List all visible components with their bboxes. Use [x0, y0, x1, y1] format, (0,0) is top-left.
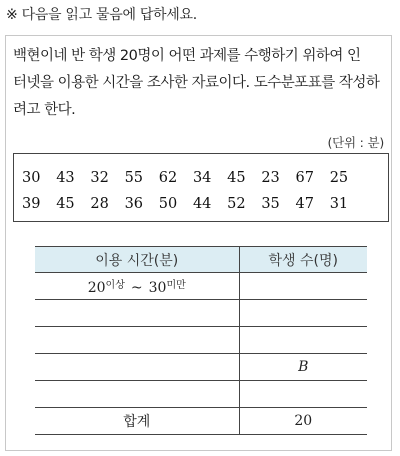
data-value: 32 — [90, 170, 109, 186]
data-value: 23 — [261, 170, 280, 186]
class-interval-20-30 — [35, 273, 239, 300]
blank-b-label: B — [298, 359, 309, 375]
table-row — [35, 381, 367, 408]
total-row — [35, 408, 367, 435]
frequency-table — [35, 246, 367, 435]
interval-tilde: ~ — [130, 280, 143, 296]
data-value: 45 — [56, 196, 75, 212]
interval-upper: 30 — [148, 280, 167, 296]
table-row — [35, 327, 367, 354]
count-cell — [239, 327, 367, 354]
data-value: 55 — [124, 170, 144, 186]
interval-cell — [35, 327, 239, 354]
data-value: 44 — [192, 196, 212, 212]
data-value: 25 — [329, 170, 349, 186]
data-value: 62 — [158, 170, 178, 186]
table-row — [35, 300, 367, 327]
data-value: 28 — [90, 196, 109, 212]
interval-cell — [35, 354, 239, 381]
data-value: 50 — [158, 196, 178, 212]
unit-label: (단위 : 분) — [327, 135, 384, 150]
data-value: 35 — [261, 196, 280, 212]
count-cell — [239, 300, 367, 327]
interval-upper-suffix: 미만 — [166, 280, 186, 291]
data-value: 39 — [22, 196, 41, 212]
data-value: 45 — [227, 170, 246, 186]
problem-line: 백현이네 반 학생 20명이 어떤 과제를 수행하기 위하여 인 — [13, 48, 361, 64]
data-value: 43 — [56, 170, 75, 186]
data-value: 67 — [295, 170, 314, 186]
data-value: 31 — [329, 196, 349, 212]
table-row — [35, 273, 367, 300]
instruction-text: ※ 다음을 읽고 물음에 답하세요. — [6, 7, 197, 23]
total-label: 합계 — [35, 408, 239, 435]
count-cell — [239, 381, 367, 408]
table-header-row — [35, 247, 367, 273]
count-cell — [239, 273, 367, 300]
count-cell-b — [239, 354, 367, 381]
data-value: 52 — [227, 196, 246, 212]
data-value: 34 — [192, 170, 212, 186]
interval-cell — [35, 381, 239, 408]
header-time: 이용 시간(분) — [35, 247, 239, 273]
table-row — [35, 354, 367, 381]
interval-lower: 20 — [87, 280, 106, 296]
header-count: 학생 수(명) — [239, 247, 367, 273]
total-value: 20 — [239, 408, 367, 435]
data-row-2 — [22, 196, 364, 212]
data-value: 47 — [295, 196, 314, 212]
interval-lower-suffix: 이상 — [105, 280, 125, 291]
problem-line: 려고 한다. — [13, 102, 76, 118]
problem-statement — [13, 43, 389, 124]
problem-line: 터넷을 이용한 시간을 조사한 자료이다. 도수분포표를 작성하 — [13, 75, 380, 91]
data-value: 36 — [124, 196, 144, 212]
interval-cell — [35, 300, 239, 327]
data-value: 30 — [22, 170, 41, 186]
data-row-1 — [22, 170, 364, 186]
